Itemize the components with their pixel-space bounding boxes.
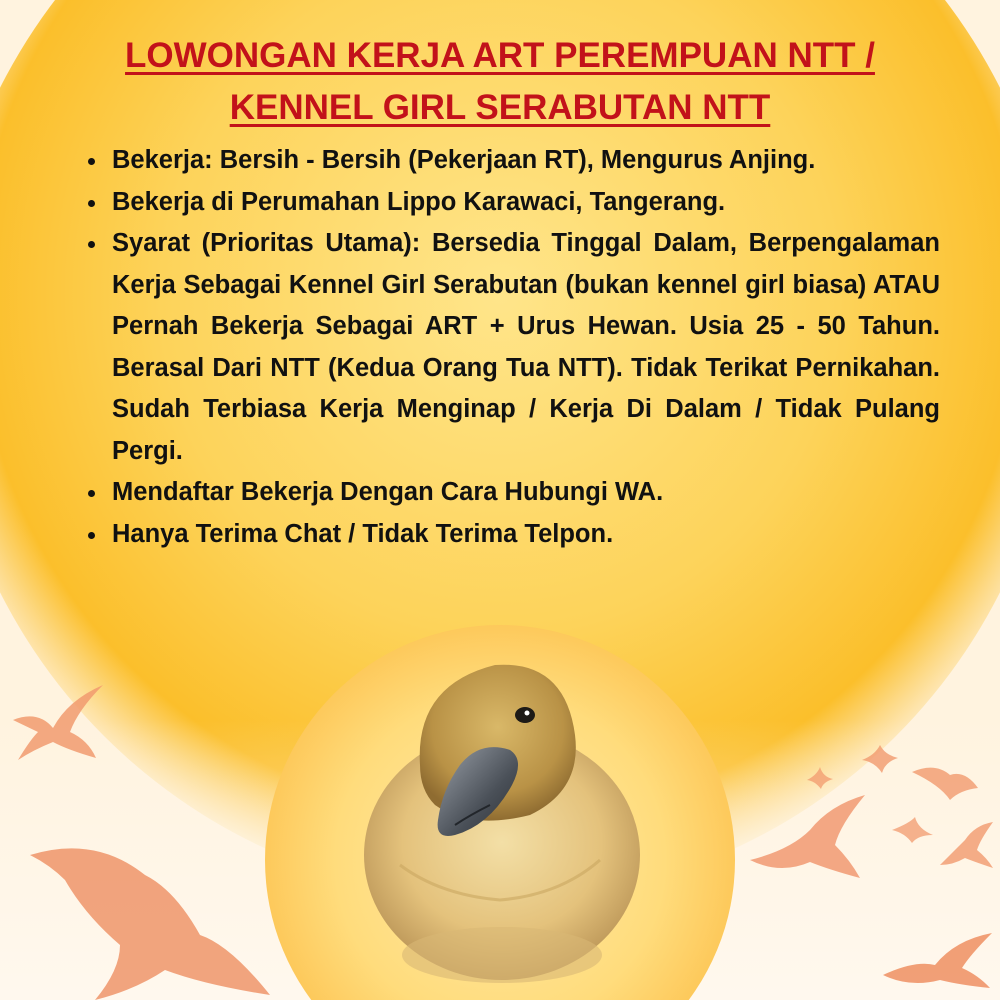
list-item: Syarat (Prioritas Utama): Bersedia Tinggal Dalam, Berpengalaman Kerja Sebagai Kennel Girl Serabutan (bukan kennel girl biasa) ATAU Pernah Bekerja Sebagai ART + Urus Hewan. Usia 25 - 50 Tahun. Berasal Dari NTT (Kedua Orang Tua NTT). Tidak Terikat Pernikahan. Sudah Terbiasa Kerja Menginap / Kerja Di Dalam / Tidak Pulang Pergi. bbox=[86, 223, 940, 472]
list-item: Bekerja di Perumahan Lippo Karawaci, Tangerang. bbox=[86, 182, 940, 224]
list-item: Mendaftar Bekerja Dengan Cara Hubungi WA. bbox=[86, 472, 940, 514]
job-details-list bbox=[86, 140, 940, 555]
bird-icon bbox=[910, 760, 980, 805]
bird-icon bbox=[935, 820, 995, 870]
bird-icon bbox=[25, 835, 275, 1000]
bird-icon bbox=[860, 740, 900, 775]
headline-line-1: LOWONGAN KERJA ART PEREMPUAN NTT / bbox=[125, 36, 875, 75]
bird-icon bbox=[8, 680, 108, 765]
headline bbox=[0, 30, 1000, 134]
bird-icon bbox=[805, 765, 835, 790]
bird-icon bbox=[740, 790, 870, 880]
list-item: Bekerja: Bersih - Bersih (Pekerjaan RT), Mengurus Anjing. bbox=[86, 140, 940, 182]
headline-line-2: KENNEL GIRL SERABUTAN NTT bbox=[229, 88, 771, 127]
bird-icon bbox=[880, 930, 995, 990]
bird-icon bbox=[890, 815, 935, 845]
duckling-icon bbox=[360, 655, 645, 985]
list-item: Hanya Terima Chat / Tidak Terima Telpon. bbox=[86, 514, 940, 556]
